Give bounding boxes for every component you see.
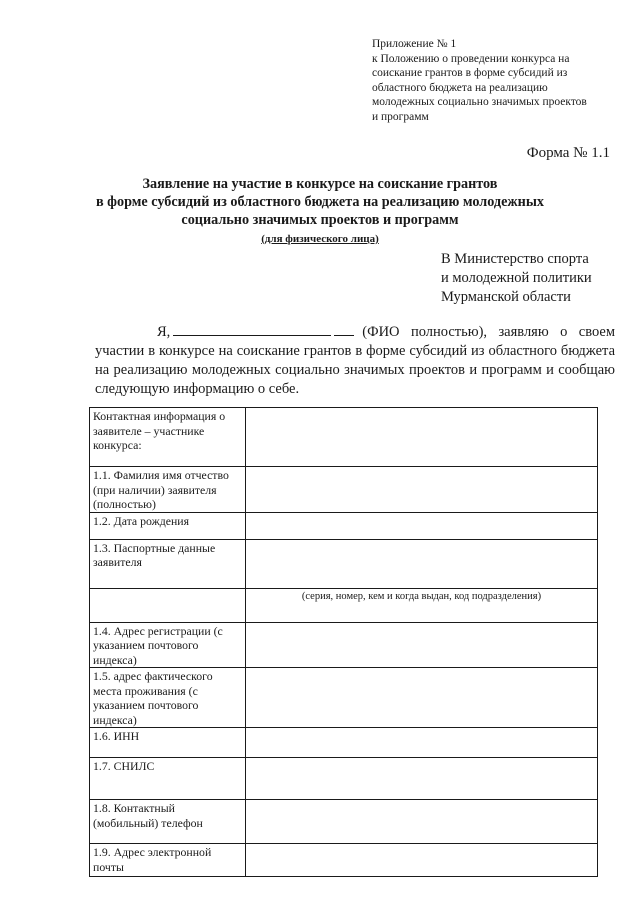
recipient-line: В Министерство спорта [441, 251, 589, 267]
recipient-block [441, 250, 621, 307]
row-label: 1.9. Адрес электронной почты [90, 844, 246, 877]
appendix-note [372, 37, 617, 125]
title-subtitle: (для физического лица) [261, 233, 379, 245]
row-label [90, 588, 246, 622]
appendix-line: и программ [372, 110, 429, 123]
row-label: 1.7. СНИЛС [90, 758, 246, 800]
form-number: Форма № 1.1 [526, 145, 610, 161]
statement-lead: Я, [157, 324, 171, 340]
fio-blank-field[interactable] [173, 323, 331, 336]
table-row [90, 758, 598, 800]
table-row [90, 588, 598, 622]
row-value-field[interactable] [246, 758, 598, 800]
table-row [90, 408, 598, 467]
row-value-field[interactable] [246, 408, 598, 467]
row-label: Контактная информация о заявителе – участнике конкурса: [90, 408, 246, 467]
table-row [90, 539, 598, 588]
title-line: социально значимых проектов и программ [181, 212, 459, 228]
appendix-line: к Положению о проведении конкурса на [372, 52, 570, 65]
appendix-line: соискание грантов в форме субсидий из [372, 67, 568, 80]
document-title [70, 175, 570, 248]
appendix-line: молодежных социально значимых проектов [372, 96, 587, 109]
row-label: 1.4. Адрес регистрации (с указанием почтового индекса) [90, 622, 246, 668]
row-label: 1.3. Паспортные данные заявителя [90, 539, 246, 588]
statement-fio-hint: (ФИО полностью), заявляю о своем [362, 324, 615, 340]
statement-paragraph [95, 323, 615, 399]
row-value-field[interactable] [246, 668, 598, 728]
title-line: в форме субсидий из областного бюджета на реализацию молодежных [95, 194, 545, 210]
table-row [90, 728, 598, 758]
row-value-field[interactable] [246, 622, 598, 668]
row-value-field[interactable] [246, 728, 598, 758]
row-value-field[interactable] [246, 800, 598, 844]
applicant-info-table [89, 407, 598, 877]
row-value-field[interactable] [246, 467, 598, 513]
row-label: 1.2. Дата рождения [90, 512, 246, 539]
table-row [90, 668, 598, 728]
table-row [90, 800, 598, 844]
recipient-line: Мурманской области [441, 289, 571, 305]
statement-body: участии в конкурсе на соискание грантов в форме субсидий из областного бюджета на реализацию молодежных социально значимых проектов и программ и сообщаю следующую информацию о себе. [95, 343, 615, 397]
row-value-field[interactable] [246, 844, 598, 877]
row-value-field[interactable] [246, 512, 598, 539]
row-label: 1.1. Фамилия имя отчество (при наличии) заявителя (полностью) [90, 467, 246, 513]
title-line: Заявление на участие в конкурсе на соискание грантов [142, 176, 498, 192]
appendix-line: областного бюджета на реализацию [372, 81, 548, 94]
appendix-line: Приложение № 1 [372, 38, 457, 50]
row-label: 1.6. ИНН [90, 728, 246, 758]
recipient-line: и молодежной политики [441, 270, 592, 286]
table-row [90, 467, 598, 513]
table-row [90, 844, 598, 877]
passport-hint: (серия, номер, кем и когда выдан, код подразделения) [246, 588, 598, 622]
table-row [90, 512, 598, 539]
table-row [90, 622, 598, 668]
row-value-field[interactable] [246, 539, 598, 588]
row-label: 1.8. Контактный (мобильный) телефон [90, 800, 246, 844]
row-label: 1.5. адрес фактического места проживания (с указанием почтового индекса) [90, 668, 246, 728]
fio-blank-field-tail [334, 323, 354, 336]
